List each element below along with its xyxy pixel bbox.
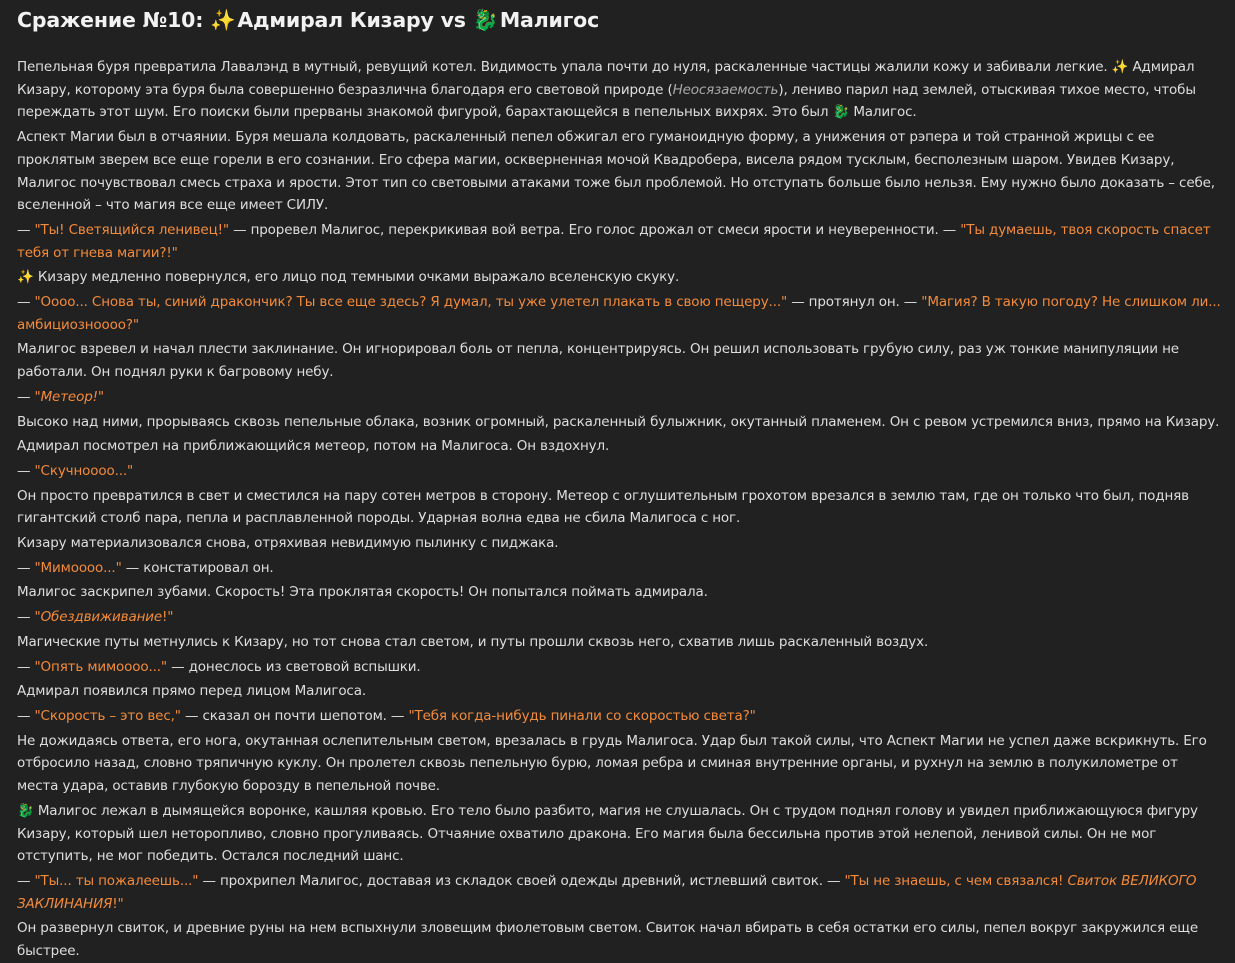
narration-text: — прохрипел Малигос, доставая из складок своей одежды древний, истлевший свиток. — — [198, 872, 845, 889]
sparkle-icon: ✨ — [1111, 59, 1129, 75]
story-paragraph — [17, 917, 1221, 962]
narration-text: — — [17, 294, 35, 311]
narration-text: Адмирал появился прямо перед лицом Малигоса. — [17, 683, 366, 700]
story-paragraph — [17, 485, 1221, 530]
dialogue-quote: "Скорость – это вес," — [34, 707, 181, 724]
spell-name: Свиток ВЕЛИКОГО ЗАКЛИНАНИЯ — [17, 872, 1197, 912]
dialogue-quote: "Ты! Светящийся ленивец!" — [34, 221, 229, 238]
narration-text: Кизару медленно повернулся, его лицо под темными очками выражало вселенскую скуку. — [33, 269, 680, 286]
story-paragraph — [17, 338, 1221, 383]
narration-text: — сказал он почти шепотом. — — [180, 707, 409, 724]
story-paragraph — [17, 219, 1221, 264]
story-body — [17, 56, 1221, 963]
story-paragraph — [17, 870, 1221, 915]
page-title — [17, 0, 1221, 48]
dragon-icon: 🐉 — [17, 802, 34, 819]
story-paragraph — [17, 460, 1221, 483]
narration-text: Не дожидаясь ответа, его нога, окутанная ослепительным светом, врезалась в грудь Малигоса. Удар был такой силы, что Аспект Магии не успел даже вскрикнуть. Его отбросило назад, словно тряпичную куклу. Он пролетел сквозь пепельную бурю, ломая ребра и сминая внутренние органы, и рухнул на землю в полукилометре от места удара, оставив глубокую борозду в пепельной почве. — [17, 732, 1207, 795]
story-paragraph — [17, 730, 1221, 798]
story-paragraph — [17, 386, 1221, 409]
narration-text: Пепельная буря превратила Лавалэнд в мутный, ревущий котел. Видимость упала почти до нуля, раскаленные частицы жалили кожу и забивали легкие. — [17, 59, 1112, 75]
dialogue-quote: " — [34, 388, 41, 405]
spell-name: Метеор! — [40, 388, 98, 405]
narration-text: Кизару материализовался снова, отряхивая невидимую пылинку с пиджака. — [17, 535, 559, 552]
narration-text: — — [17, 388, 35, 405]
story-paragraph — [17, 680, 1221, 703]
story-paragraph — [17, 800, 1221, 868]
narration-text: Адмирал посмотрел на приближающийся метеор, потом на Малигоса. Он вздохнул. — [17, 438, 610, 455]
dialogue-quote: " — [34, 609, 41, 626]
title-vs: vs — [433, 8, 473, 32]
story-paragraph — [17, 56, 1221, 124]
dragon-icon: 🐉 — [472, 8, 499, 32]
story-paragraph — [17, 631, 1221, 654]
narration-text: Он развернул свиток, и древние руны на нем вспыхнули зловещим фиолетовым светом. Свиток начал вбирать в себя остатки его силы, пепел вокруг закружился еще быстрее. — [17, 920, 1198, 960]
narration-text: Малигос. — [849, 104, 917, 121]
narration-text: — донеслось из световой вспышки. — [166, 658, 421, 675]
dialogue-quote: "Ты думаешь, твоя скорость спасет тебя от гнева магии?!" — [17, 221, 1211, 261]
dialogue-quote: "Ты не знаешь, с чем связался! — [844, 872, 1068, 889]
narration-text: Магические путы метнулись к Кизару, но тот снова стал светом, и путы прошли сквозь него, схватив лишь раскаленный воздух. — [17, 633, 929, 650]
narration-text: Аспект Магии был в отчаянии. Буря мешала колдовать, раскаленный пепел обжигал его гуманоидную форму, а унижения от рэпера и той странной жрицы с ее проклятым зверем все еще горели в его сознании. Его сфера магии, оскверненная мочой Квадробера, висела рядом тусклым, бесполезным шаром. Увидев Кизару, Малигос почувствовал смесь страха и ярости. Этот тип со световыми атаками тоже был проблемой. Но отступать больше было нельзя. Ему нужно было доказать – себе, вселенной – что магия все еще имеет СИЛУ. — [17, 129, 1215, 214]
narration-text: — — [17, 559, 35, 576]
narration-text: — протянул он. — — [787, 294, 922, 311]
story-paragraph — [17, 557, 1221, 580]
narration-text: — — [17, 872, 35, 889]
story-paragraph — [17, 291, 1221, 336]
story-paragraph — [17, 266, 1221, 289]
story-paragraph — [17, 705, 1221, 728]
story-paragraph — [17, 581, 1221, 604]
dialogue-quote: !" — [162, 609, 174, 626]
narration-text: Малигос лежал в дымящейся воронке, кашляя кровью. Его тело было разбито, магия не слушалась. Он с трудом поднял голову и увидел приближающуюся фигуру Кизару, который шел неторопливо, словно прогуливаясь. Отчаяние охватило дракона. Его магия была бессильна против этой нелепой, ленивой силы. Он не мог отступить, не мог победить. Остался последний шанс. — [17, 802, 1198, 865]
dialogue-quote: !" — [112, 895, 124, 912]
narration-text: — проревел Малигос, перекрикивая вой ветра. Его голос дрожал от смеси ярости и неуверенности. — — [228, 221, 961, 238]
ability-note: Неосязаемость — [672, 81, 779, 98]
fighter-2-name: Малигос — [499, 8, 600, 32]
narration-text: Высоко над ними, прорываясь сквозь пепельные облака, возник огромный, раскаленный булыжник, окутанный пламенем. Он с ревом устремился вниз, прямо на Кизару. — [17, 413, 1220, 430]
narration-text: — — [17, 707, 35, 724]
story-paragraph — [17, 126, 1221, 217]
narration-text: Он просто превратился в свет и сместился на пару сотен метров в сторону. Метеор с оглушительным грохотом врезался в землю там, где он только что был, подняв гигантский столб пара, пепла и расплавленной породы. Ударная волна едва не сбила Малигоса с ног. — [17, 487, 1189, 527]
dragon-icon: 🐉 — [832, 104, 850, 121]
narration-text: — — [17, 462, 35, 479]
dialogue-quote: "Опять мимоооо..." — [34, 658, 167, 675]
story-paragraph — [17, 411, 1221, 434]
dialogue-quote: "Ты... ты пожалеешь..." — [34, 872, 199, 889]
story-paragraph — [17, 656, 1221, 679]
fighter-1-name: Адмирал Кизару — [237, 8, 434, 32]
sparkle-icon: ✨ — [17, 269, 34, 286]
narration-text: Малигос взревел и начал плести заклинание. Он игнорировал боль от пепла, концентрируясь. Он решил использовать грубую силу, раз уж тонкие манипуляции не работали. Он поднял руки к багровому небу. — [17, 341, 1179, 381]
dialogue-quote: "Оооо... Снова ты, синий дракончик? Ты все еще здесь? Я думал, ты уже улетел плакать в свою пещеру..." — [34, 294, 788, 311]
narration-text: — — [17, 609, 35, 626]
narration-text: — — [17, 221, 35, 238]
story-paragraph — [17, 606, 1221, 629]
title-prefix: Сражение №10: — [17, 8, 211, 32]
narration-text: Адмирал Кизару, которому эта буря была совершенно безразлична благодаря его световой природе ( — [17, 59, 1195, 98]
sparkle-icon: ✨ — [210, 8, 236, 32]
story-paragraph — [17, 532, 1221, 555]
spell-name: Обездвиживание — [40, 609, 163, 626]
story-paragraph — [17, 435, 1221, 458]
dialogue-quote: "Тебя когда-нибудь пинали со скоростью света?" — [408, 707, 756, 724]
narration-text: — — [17, 658, 35, 675]
dialogue-quote: "Мимоооо..." — [34, 559, 122, 576]
narration-text: ), лениво парил над землей, отыскивая тихое место, чтобы переждать этот шум. Его поиски были прерваны знакомой фигурой, барахтающейся в пепельных вихрях. Это был — [17, 81, 1196, 121]
dialogue-quote: "Магия? В такую погоду? Не слишком ли... амбициозноооо?" — [17, 294, 1221, 333]
dialogue-quote: "Скучноооо..." — [34, 462, 134, 479]
narration-text: — констатировал он. — [121, 559, 274, 576]
dialogue-quote: " — [97, 388, 104, 405]
narration-text: Малигос заскрипел зубами. Скорость! Эта проклятая скорость! Он попытался поймать адмирала. — [17, 584, 708, 601]
